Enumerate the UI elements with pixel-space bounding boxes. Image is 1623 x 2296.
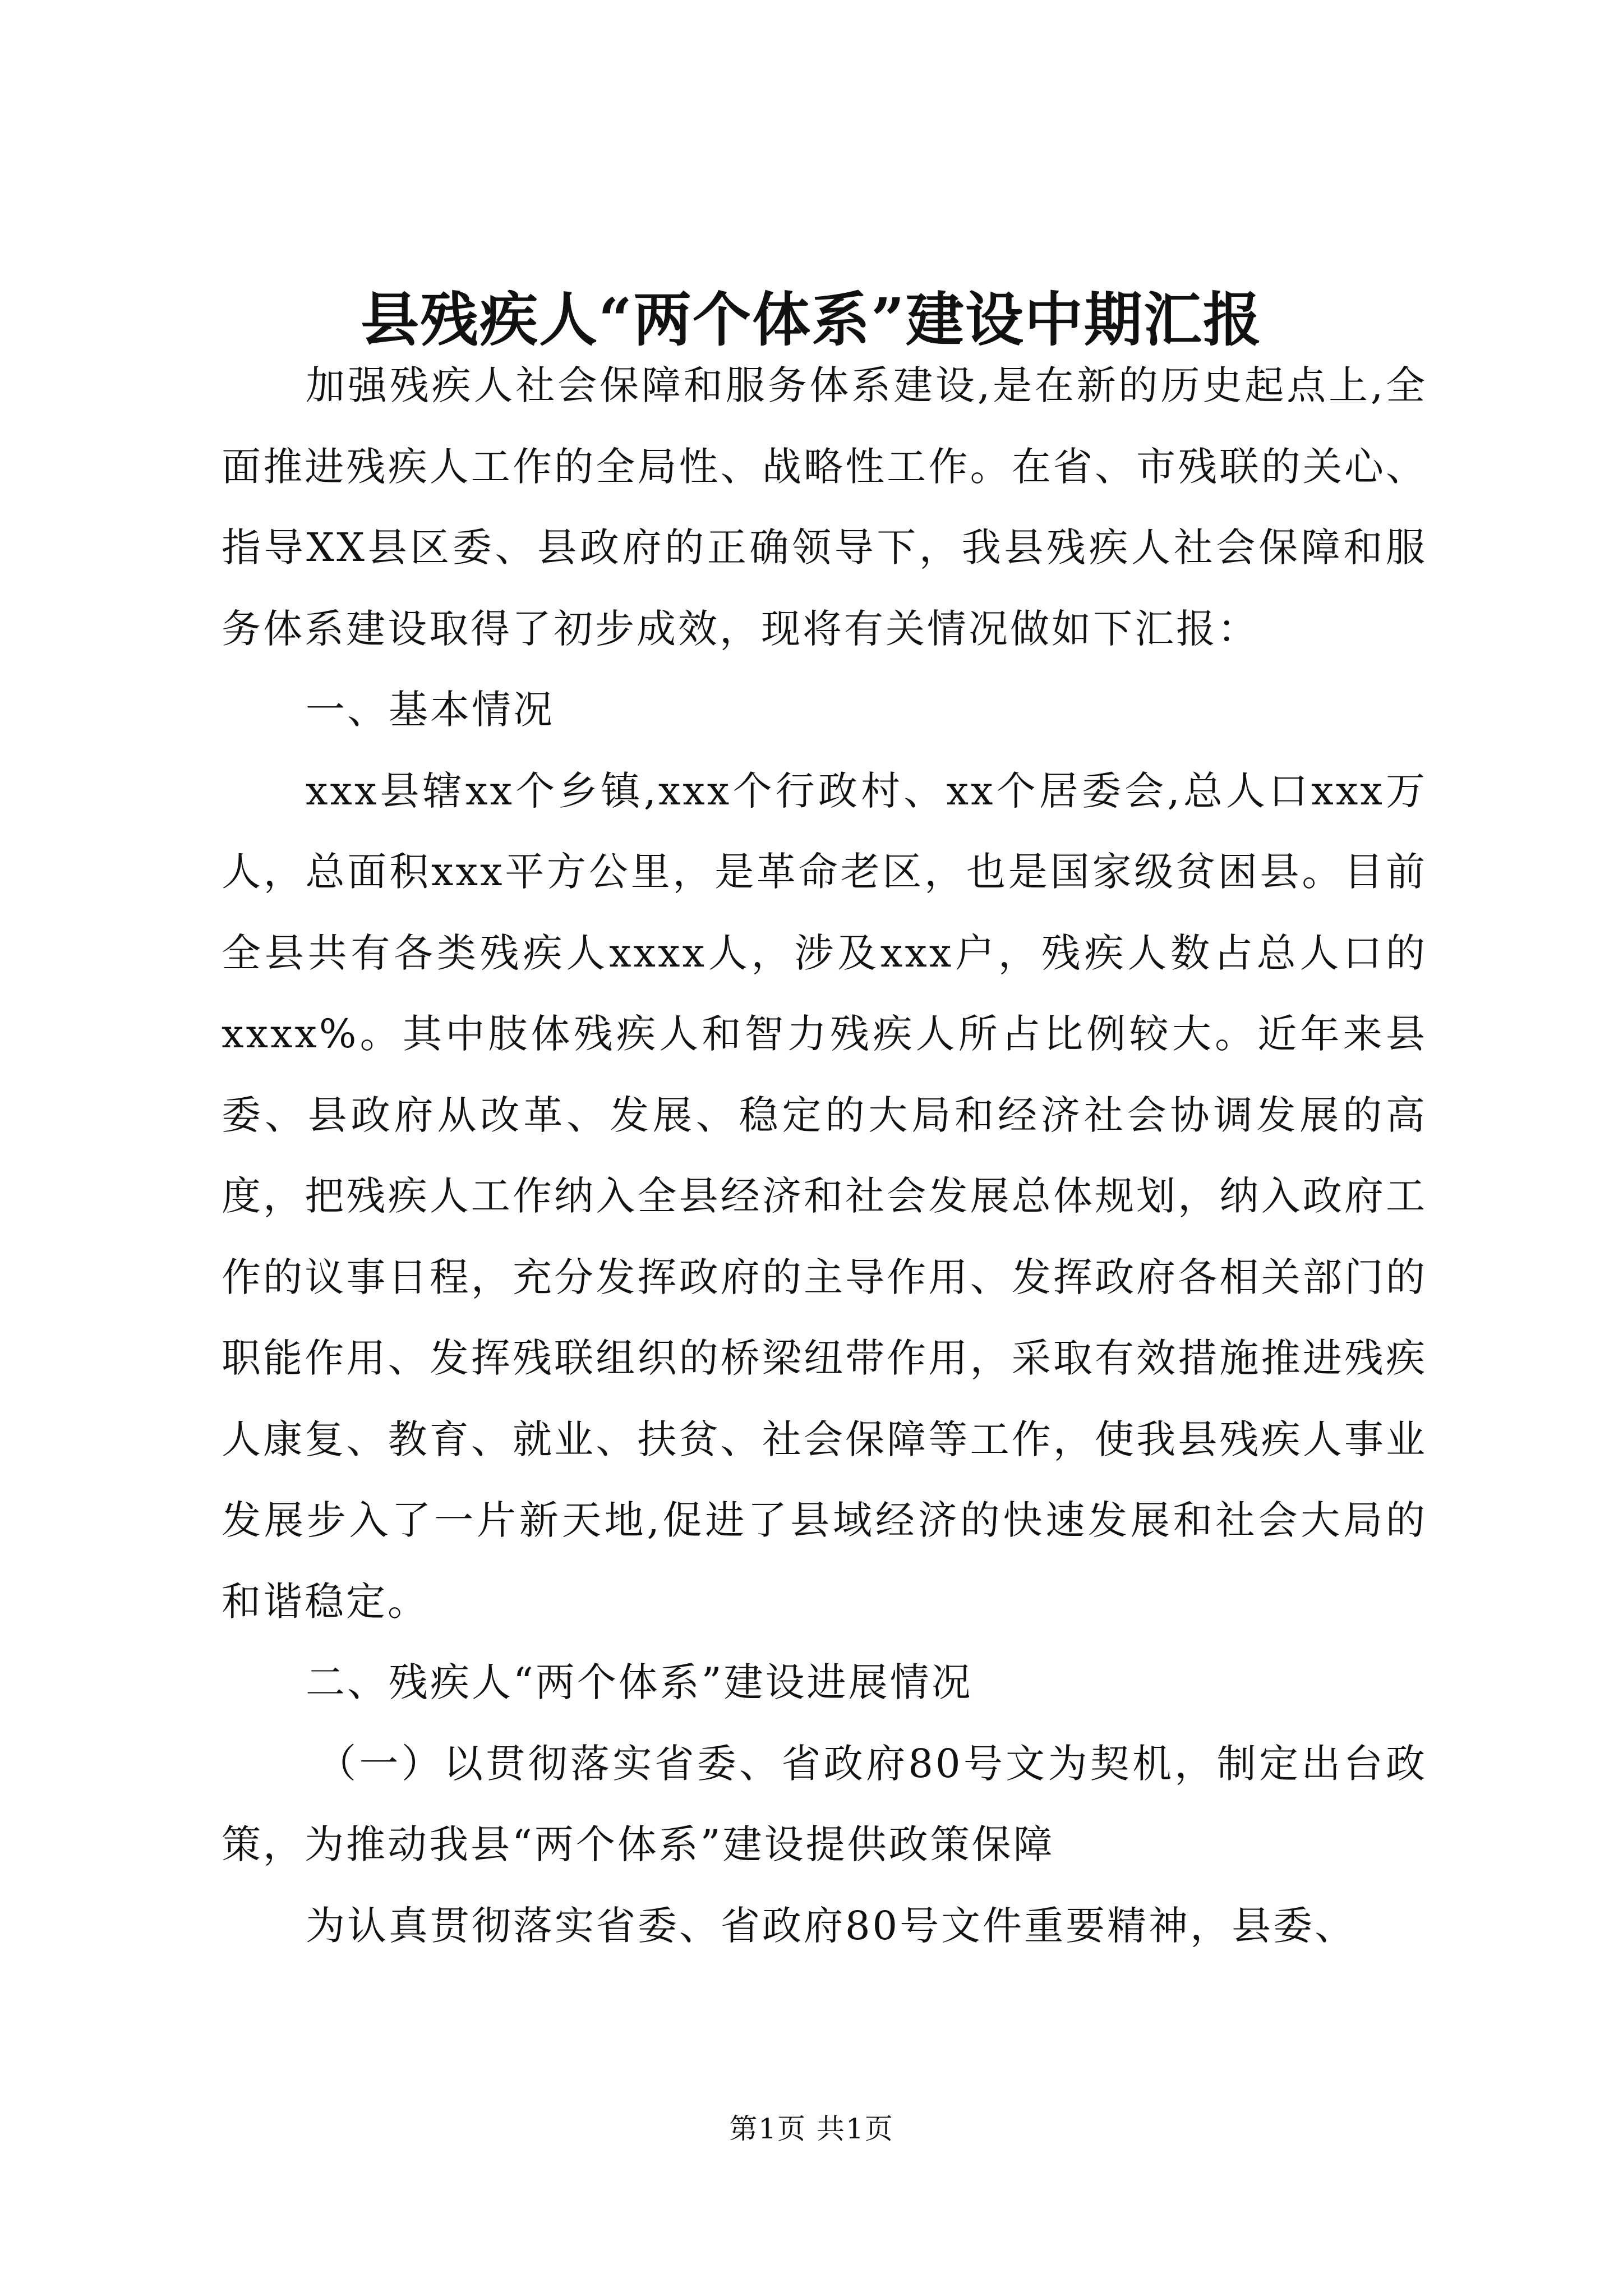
document-title: 县残疾人“两个体系”建设中期汇报 xyxy=(361,285,1262,354)
page-footer: 第1页 共1页 xyxy=(729,2113,894,2145)
section-heading-progress: 二、残疾人“两个体系”建设进展情况 xyxy=(306,1659,973,1705)
subsection-heading-policy: （一）以贯彻落实省委、省政府80号文为契机，制定出台政策，为推动我县“两个体系”建设提供政策保障 xyxy=(222,1740,1427,1867)
document-body xyxy=(222,345,1427,1966)
section-heading-basic-situation: 一、基本情况 xyxy=(306,687,555,733)
paragraph-basic-situation: xxx县辖xx个乡镇,xxx个行政村、xx个居委会,总人口xxx万人，总面积xxx平方公里，是革命老区，也是国家级贫困县。目前全县共有各类残疾人xxxx人，涉及xxx户，残疾人数占总人口的xxxx%。其中肢体残疾人和智力残疾人所占比例较大。近年来县委、县政府从改革、发展、稳定的大局和经济社会协调发展的高度，把残疾人工作纳入全县经济和社会发展总体规划，纳入政府工作的议事日程，充分发挥政府的主导作用、发挥政府各相关部门的职能作用、发挥残联组织的桥梁纽带作用，采取有效措施推进残疾人康复、教育、就业、扶贫、社会保障等工作，使我县残疾人事业发展步入了一片新天地,促进了县域经济的快速发展和社会大局的和谐稳定。 xyxy=(222,767,1427,1625)
paragraph-policy: 为认真贯彻落实省委、省政府80号文件重要精神，县委、 xyxy=(306,1902,1357,1949)
paragraph-intro: 加强残疾人社会保障和服务体系建设,是在新的历史起点上,全面推进残疾人工作的全局性、战略性工作。在省、市残联的关心、指导XX县区委、县政府的正确领导下，我县残疾人社会保障和服务体系建设取得了初步成效，现将有关情况做如下汇报： xyxy=(222,362,1427,652)
